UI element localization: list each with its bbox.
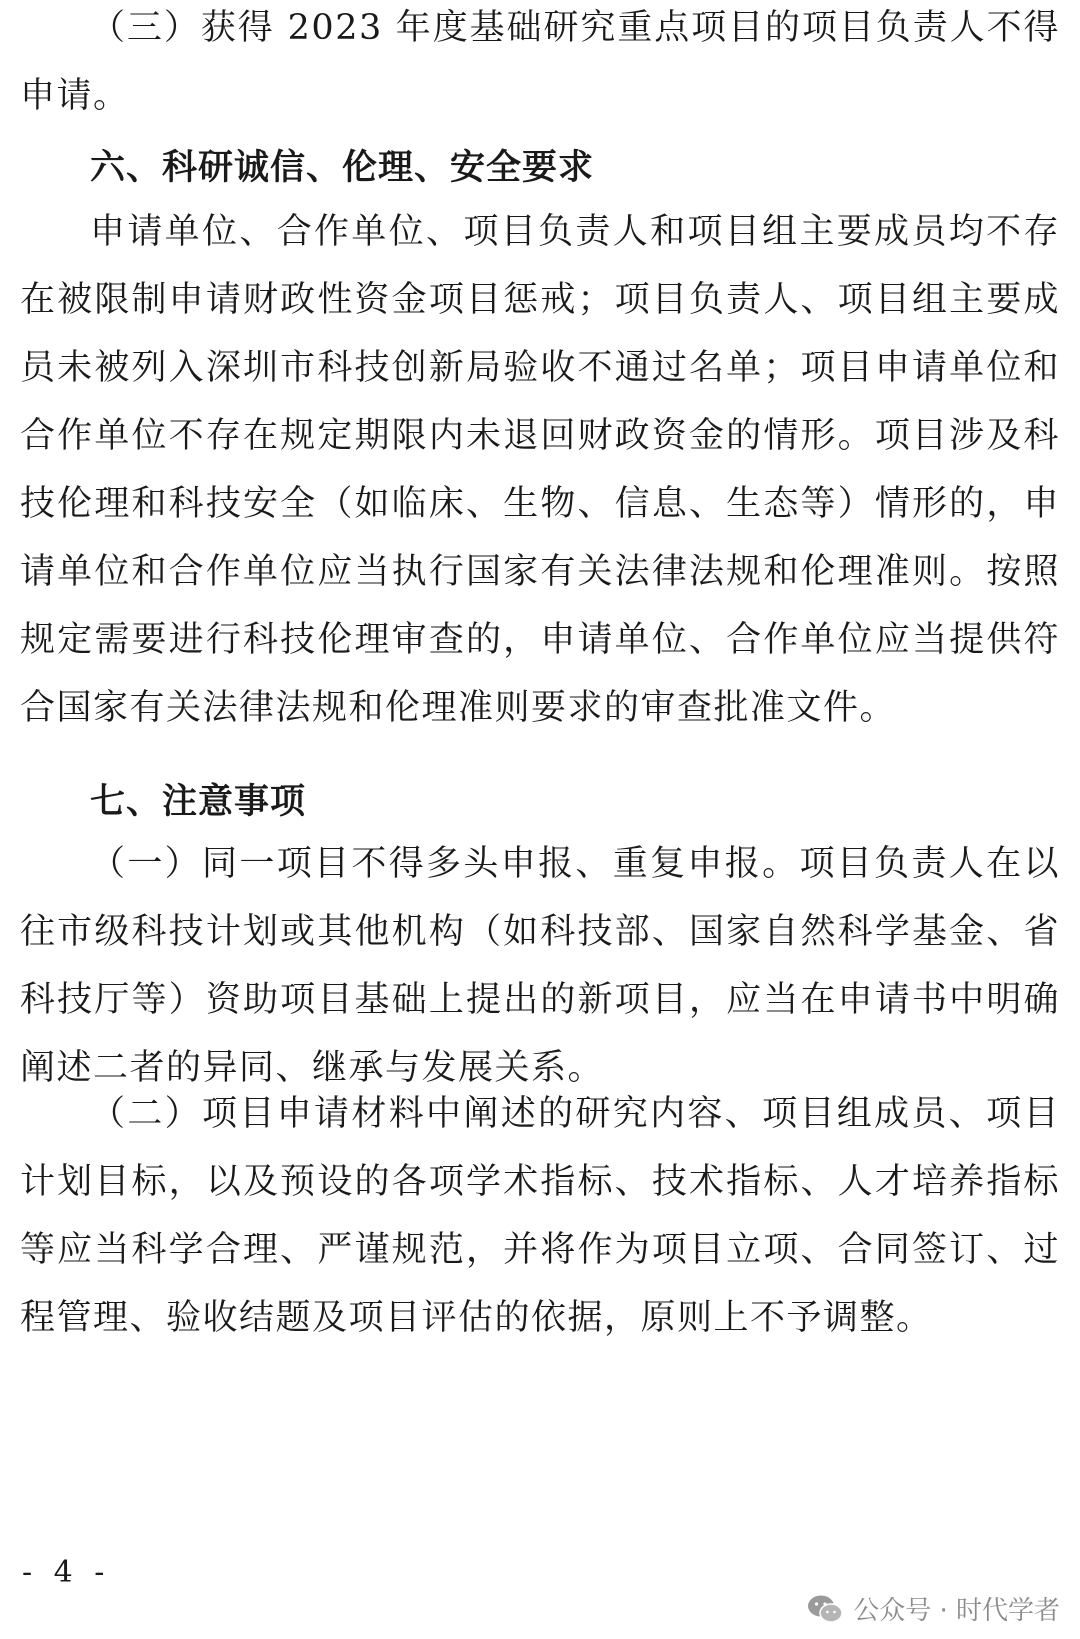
watermark-text: 公众号 · 时代学者 — [853, 1596, 1060, 1626]
paragraph-notice-1: （一）同一项目不得多头申报、重复申报。项目负责人在以往市级科技计划或其他机构（如科技部、国家自然科学基金、省科技厅等）资助项目基础上提出的新项目，应当在申请书中明确阐述二者的异同、继承与发展关系。 — [20, 844, 1060, 1088]
paragraph-integrity-requirements: 申请单位、合作单位、项目负责人和项目组主要成员均不存在被限制申请财政性资金项目惩戒；项目负责人、项目组主要成员未被列入深圳市科技创新局验收不通过名单；项目申请单位和合作单位不存在规定期限内未退回财政资金的情形。项目涉及科技伦理和科技安全（如临床、生物、信息、生态等）情形的，申请单位和合作单位应当执行国家有关法律法规和伦理准则。按照规定需要进行科技伦理审查的，申请单位、合作单位应当提供符合国家有关法律法规和伦理准则要求的审查批准文件。 — [20, 212, 1060, 728]
section-heading-6: 六、科研诚信、伦理、安全要求 — [90, 148, 595, 188]
page-number: - 4 - — [22, 1555, 111, 1590]
wechat-icon — [807, 1594, 843, 1624]
wechat-watermark — [807, 1590, 1060, 1627]
paragraph-restriction-3: （三）获得 2023 年度基础研究重点项目的项目负责人不得申请。 — [20, 8, 1060, 116]
section-heading-7: 七、注意事项 — [90, 782, 307, 822]
paragraph-notice-2: （二）项目申请材料中阐述的研究内容、项目组成员、项目计划目标，以及预设的各项学术指标、技术指标、人才培养指标等应当科学合理、严谨规范，并将作为项目立项、合同签订、过程管理、验收结题及项目评估的依据，原则上不予调整。 — [20, 1094, 1060, 1338]
